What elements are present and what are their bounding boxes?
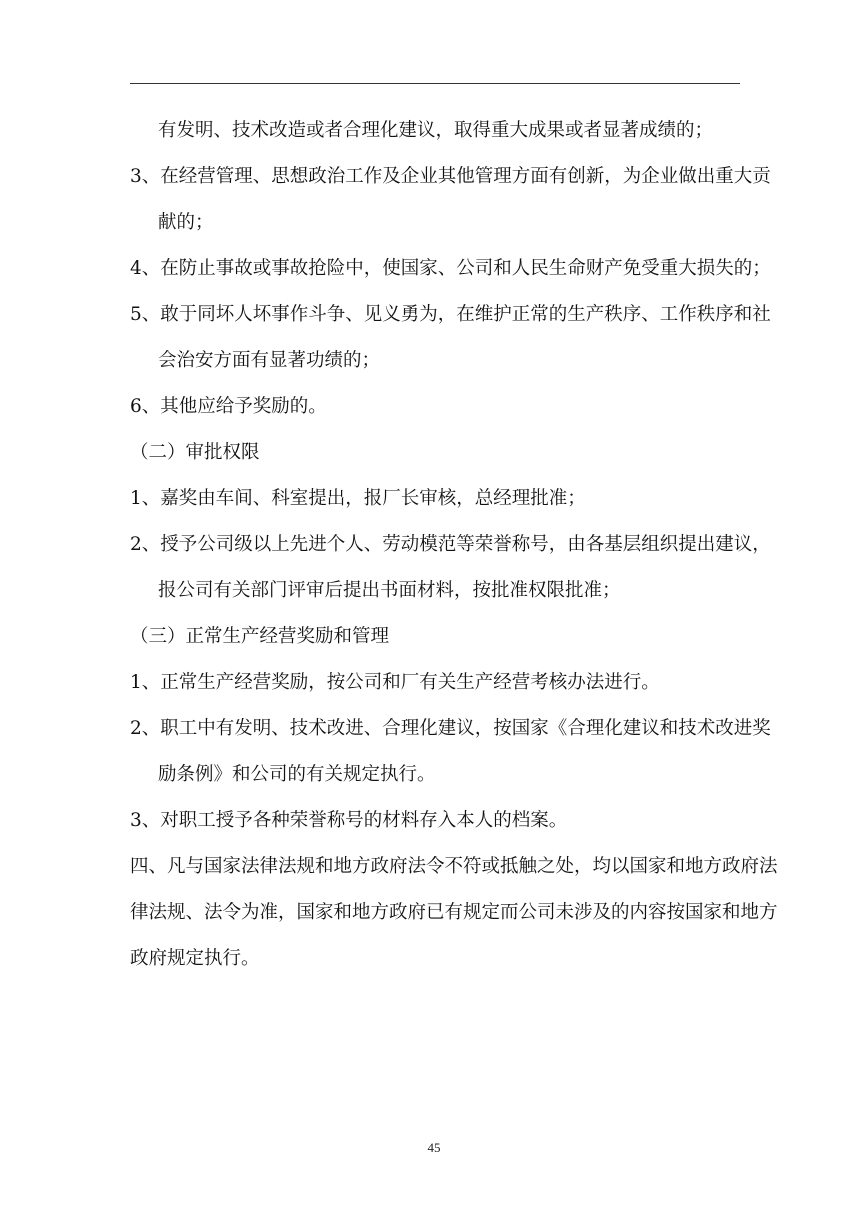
paragraph-line: 1、正常生产经营奖励，按公司和厂有关生产经营考核办法进行。 bbox=[130, 672, 660, 693]
paragraph-line: 政府规定执行。 bbox=[130, 948, 260, 969]
header-rule bbox=[130, 83, 740, 84]
paragraph-line: 3、对职工授予各种荣誉称号的材料存入本人的档案。 bbox=[130, 810, 568, 831]
section-heading: （三）正常生产经营奖励和管理 bbox=[130, 626, 390, 647]
document-body bbox=[130, 108, 778, 982]
paragraph-line: 3、在经营管理、思想政治工作及企业其他管理方面有创新，为企业做出重大贡 bbox=[130, 166, 771, 187]
paragraph-line: 献的； bbox=[158, 212, 214, 233]
paragraph-line: 1、嘉奖由车间、科室提出，报厂长审核，总经理批准； bbox=[130, 488, 586, 509]
paragraph-line: 四、凡与国家法律法规和地方政府法令不符或抵触之处，均以国家和地方政府法 bbox=[130, 856, 778, 877]
paragraph-line: 4、在防止事故或事故抢险中，使国家、公司和人民生命财产免受重大损失的； bbox=[130, 258, 771, 279]
paragraph-line: 报公司有关部门评审后提出书面材料，按批准权限批准； bbox=[158, 580, 621, 601]
paragraph-line: 2、授予公司级以上先进个人、劳动模范等荣誉称号，由各基层组织提出建议， bbox=[130, 534, 771, 555]
section-heading: （二）审批权限 bbox=[130, 442, 260, 463]
paragraph-line: 有发明、技术改造或者合理化建议，取得重大成果或者显著成绩的； bbox=[158, 120, 714, 141]
paragraph-line: 6、其他应给予奖励的。 bbox=[130, 396, 327, 417]
paragraph-line: 律法规、法令为准，国家和地方政府已有规定而公司未涉及的内容按国家和地方 bbox=[130, 902, 778, 923]
paragraph-line: 2、职工中有发明、技术改进、合理化建议，按国家《合理化建议和技术改进奖 bbox=[130, 718, 771, 739]
paragraph-line: 5、敢于同坏人坏事作斗争、见义勇为，在维护正常的生产秩序、工作秩序和社 bbox=[130, 304, 771, 325]
paragraph-line: 会治安方面有显著功绩的； bbox=[158, 350, 381, 371]
page-number: 45 bbox=[427, 1140, 441, 1155]
paragraph-line: 励条例》和公司的有关规定执行。 bbox=[158, 764, 436, 785]
